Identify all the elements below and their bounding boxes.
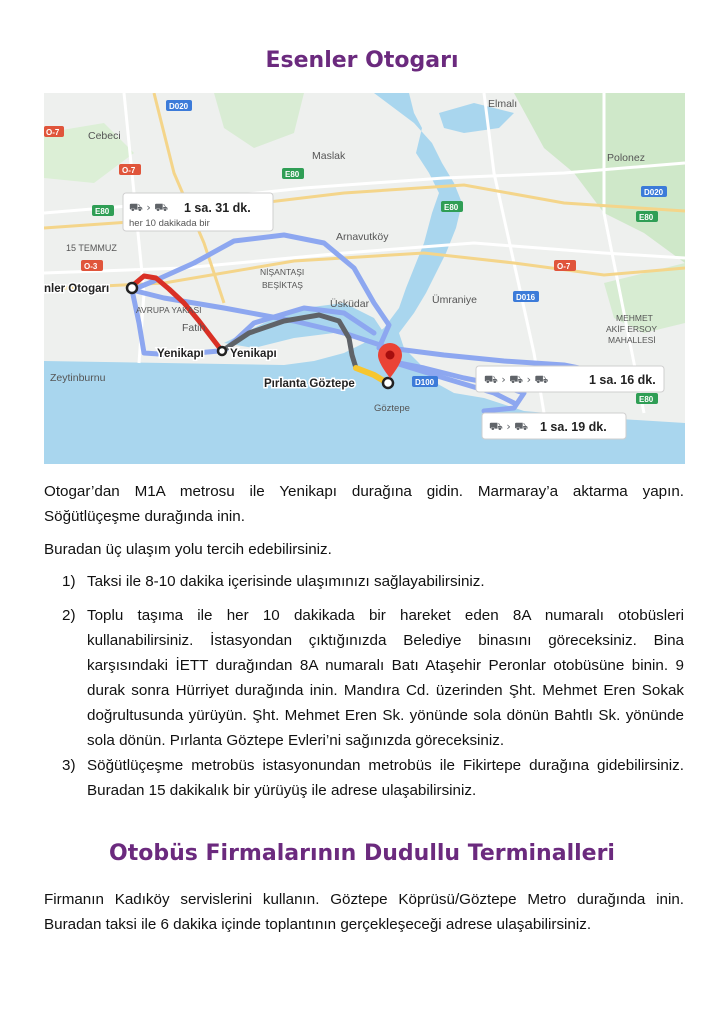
- road-e80-b: E80: [95, 207, 110, 216]
- section-title-esenler: Esenler Otogarı: [265, 48, 459, 73]
- place-goztepe: Göztepe: [374, 403, 410, 414]
- road-e80-e: E80: [639, 395, 654, 404]
- intro-paragraph: Otogar’dan M1A metrosu ile Yenikapı durağına gidin. Marmaray’a aktarma yapın. Söğütlüçeşme durağında inin.: [44, 483, 684, 525]
- place-uskudar: Üsküdar: [330, 298, 370, 310]
- place-nisantasi: NİŞANTAŞI: [260, 267, 305, 277]
- stop-pirlanta-marker[interactable]: [383, 378, 393, 388]
- stop-label-yenikapi-1: Yenikapı: [157, 348, 204, 360]
- stop-label-otogar: nler Otogarı: [44, 283, 110, 295]
- bus-icons-2: ⛟ › ⛟ › ⛟: [484, 373, 549, 386]
- route-card-2[interactable]: [476, 366, 664, 392]
- dudullu-paragraph: Firmanın Kadıköy servislerini kullanın. Göztepe Köprüsü/Göztepe Metro durağında inin. Buradan taksi ile 6 dakika içinde toplantının gerçekleşeceği adrese ulaşabilirsiniz.: [44, 891, 684, 933]
- road-d016: D016: [516, 293, 536, 302]
- place-maslak: Maslak: [312, 150, 346, 162]
- place-avrupa-yakasi: AVRUPA YAKASI: [136, 305, 202, 315]
- place-elmali: Elmalı: [488, 98, 518, 110]
- place-mehmet-akif-3: MAHALLESİ: [608, 335, 656, 345]
- place-15-temmuz: 15 TEMMUZ: [66, 243, 117, 253]
- list-item-number: 1): [62, 573, 76, 590]
- route-card-1[interactable]: [123, 193, 273, 231]
- route-card-2-duration: 1 sa. 16 dk.: [589, 373, 656, 387]
- place-mehmet-akif-2: AKİF ERSOY: [606, 324, 658, 334]
- route-card-3[interactable]: [482, 413, 626, 439]
- list-item-text: Toplu taşıma ile her 10 dakikada bir hareket eden 8A numaralı otobüsleri kullanabilirsiniz. İstasyondan çıktığınızda Belediye binasını göreceksiniz. Bina karşısındaki İETT durağından 8A numaralı Batı Ataşehir Peronlar otobüsüne binin. 9 durak sonra Hürriyet durağında inin. Mandıra Cd. üzerinden Şht. Mehmet Eren Sokak doğrultusunda yürüyün. Şht. Mehmet Eren Sk. yönünde sola dönün Bahtlı Sk. yönünde sola dönün. Pırlanta Göztepe Evleri’ni sağınızda göreceksiniz.: [87, 607, 684, 749]
- stop-otogar-marker[interactable]: [127, 283, 137, 293]
- list-item-text: Taksi ile 8-10 dakika içerisinde ulaşımınızı sağlayabilirsiniz.: [87, 573, 485, 590]
- place-polonez: Polonez: [607, 152, 645, 164]
- road-e80-a: E80: [285, 170, 300, 179]
- section-title-dudullu: Otobüs Firmalarının Dudullu Terminalleri: [109, 841, 615, 866]
- place-besiktas: BEŞİKTAŞ: [262, 280, 303, 290]
- road-o3: O-3: [84, 262, 98, 271]
- bus-icons-1: ⛟ › ⛟: [129, 201, 169, 214]
- route-card-3-duration: 1 sa. 19 dk.: [540, 420, 607, 434]
- stop-yenikapi-marker[interactable]: [218, 347, 226, 355]
- road-o7-b: O-7: [122, 166, 136, 175]
- place-cebeci: Cebeci: [88, 130, 121, 142]
- road-d020-b: D020: [644, 188, 664, 197]
- road-o7-a: O-7: [46, 128, 60, 137]
- list-item-text: Söğütlüçeşme metrobüs istasyonundan metrobüs ile Fikirtepe durağına gidebilirsiniz. Buradan 15 dakikalık bir yürüyüş ile adrese ulaşabilirsiniz.: [87, 757, 684, 799]
- route-map[interactable]: [44, 93, 685, 464]
- place-arnavutkoy: Arnavutköy: [336, 231, 389, 243]
- road-d020: D020: [169, 102, 189, 111]
- list-item: [62, 603, 684, 753]
- list-item-number: 3): [62, 757, 76, 774]
- road-e80-c: E80: [444, 203, 459, 212]
- place-mehmet-akif: MEHMET: [616, 313, 653, 323]
- list-item: [62, 569, 684, 594]
- list-item: [62, 753, 684, 803]
- road-d100: D100: [415, 378, 435, 387]
- place-umraniye: Ümraniye: [432, 294, 477, 306]
- stop-label-yenikapi-2: Yenikapı: [230, 348, 277, 360]
- place-zeytinburnu: Zeytinburnu: [50, 372, 106, 384]
- road-e80-d: E80: [639, 213, 654, 222]
- lead-paragraph: Buradan üç ulaşım yolu tercih edebilirsiniz.: [44, 541, 332, 558]
- stop-label-pirlanta: Pırlanta Göztepe: [264, 378, 355, 390]
- road-o7-c: O-7: [557, 262, 571, 271]
- route-card-1-sub: her 10 dakikada bir: [129, 218, 210, 229]
- place-fatih: Fatih: [182, 322, 206, 334]
- bus-icons-3: ⛟ › ⛟: [489, 420, 529, 433]
- list-item-number: 2): [62, 607, 76, 624]
- route-card-1-duration: 1 sa. 31 dk.: [184, 201, 251, 215]
- options-list: [62, 569, 684, 803]
